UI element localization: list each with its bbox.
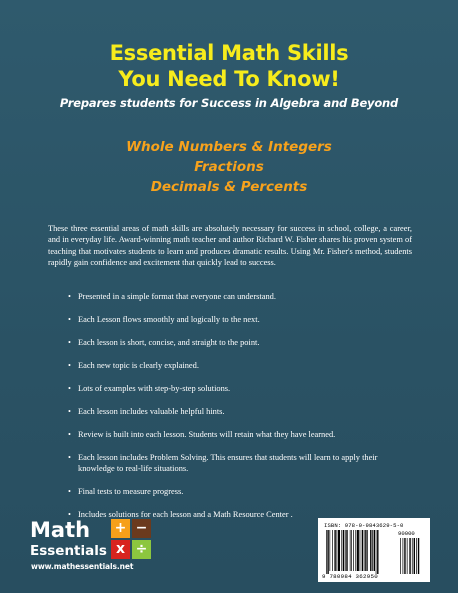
price-code: 90000	[398, 530, 415, 537]
logo-word-essentials: Essentials	[30, 543, 107, 559]
bullet-icon: •	[68, 487, 71, 496]
feature-item	[68, 383, 398, 394]
feature-text: Final tests to measure progress.	[78, 487, 184, 496]
feature-text: Includes solutions for each lesson and a Math Resource Center .	[78, 510, 293, 519]
bullet-icon: •	[68, 315, 71, 324]
feature-text: Each lesson is short, concise, and straight to the point.	[78, 338, 260, 347]
feature-text: Lots of examples with step-by-step solutions.	[78, 384, 231, 393]
plus-icon: +	[111, 519, 130, 538]
multiply-icon: x	[111, 540, 130, 559]
feature-item	[68, 291, 398, 302]
math-operators-icon	[111, 519, 151, 559]
feature-item	[68, 452, 398, 474]
feature-item	[68, 314, 398, 325]
bullet-icon: •	[68, 407, 71, 416]
barcode-digits: 9 780984 362950	[322, 573, 378, 580]
feature-text: Each Lesson flows smoothly and logically to the next.	[78, 315, 260, 324]
feature-text: Review is built into each lesson. Students will retain what they have learned.	[78, 430, 336, 439]
feature-text: Presented in a simple format that everyone can understand.	[78, 292, 276, 301]
topic-whole-numbers: Whole Numbers & Integers	[126, 139, 332, 155]
bullet-icon: •	[68, 510, 71, 519]
bullet-icon: •	[68, 361, 71, 370]
feature-item	[68, 429, 398, 440]
topic-fractions: Fractions	[194, 159, 264, 175]
logo-word-math: Math	[30, 518, 91, 542]
bullet-icon: •	[68, 430, 71, 439]
publisher-url: www.mathessentials.net	[31, 562, 134, 571]
feature-text: Each lesson includes Problem Solving. This ensures that students will learn to apply their knowledge to real-life situations.	[78, 453, 378, 473]
feature-text: Each new topic is clearly explained.	[78, 361, 199, 370]
title-line-2: You Need To Know!	[118, 67, 340, 91]
feature-text: Each lesson includes valuable helpful hints.	[78, 407, 225, 416]
feature-item	[68, 486, 398, 497]
bullet-icon: •	[68, 292, 71, 301]
subtitle: Prepares students for Success in Algebra and Beyond	[59, 96, 399, 110]
intro-paragraph: These three essential areas of math skills are absolutely necessary for success in school, college, a career, and in everyday life. Award-winning math teacher and author Richard W. Fisher shares his proven system of teaching that motivates students to learn and produces dramatic results. Using Mr. Fisher's method, students rapidly gain confidence and excitement that quickly lead to success.	[48, 224, 412, 267]
feature-item	[68, 406, 398, 417]
isbn-number: ISBN: 978-0-9843629-5-0	[324, 522, 404, 529]
bullet-icon: •	[68, 384, 71, 393]
divide-icon: ÷	[132, 540, 151, 559]
bullet-icon: •	[68, 453, 71, 462]
topic-decimals: Decimals & Percents	[150, 179, 308, 195]
title-line-1: Essential Math Skills	[109, 41, 349, 65]
feature-item	[68, 360, 398, 371]
barcode	[318, 518, 430, 582]
bullet-icon: •	[68, 338, 71, 347]
minus-icon: −	[132, 519, 151, 538]
feature-item	[68, 337, 398, 348]
